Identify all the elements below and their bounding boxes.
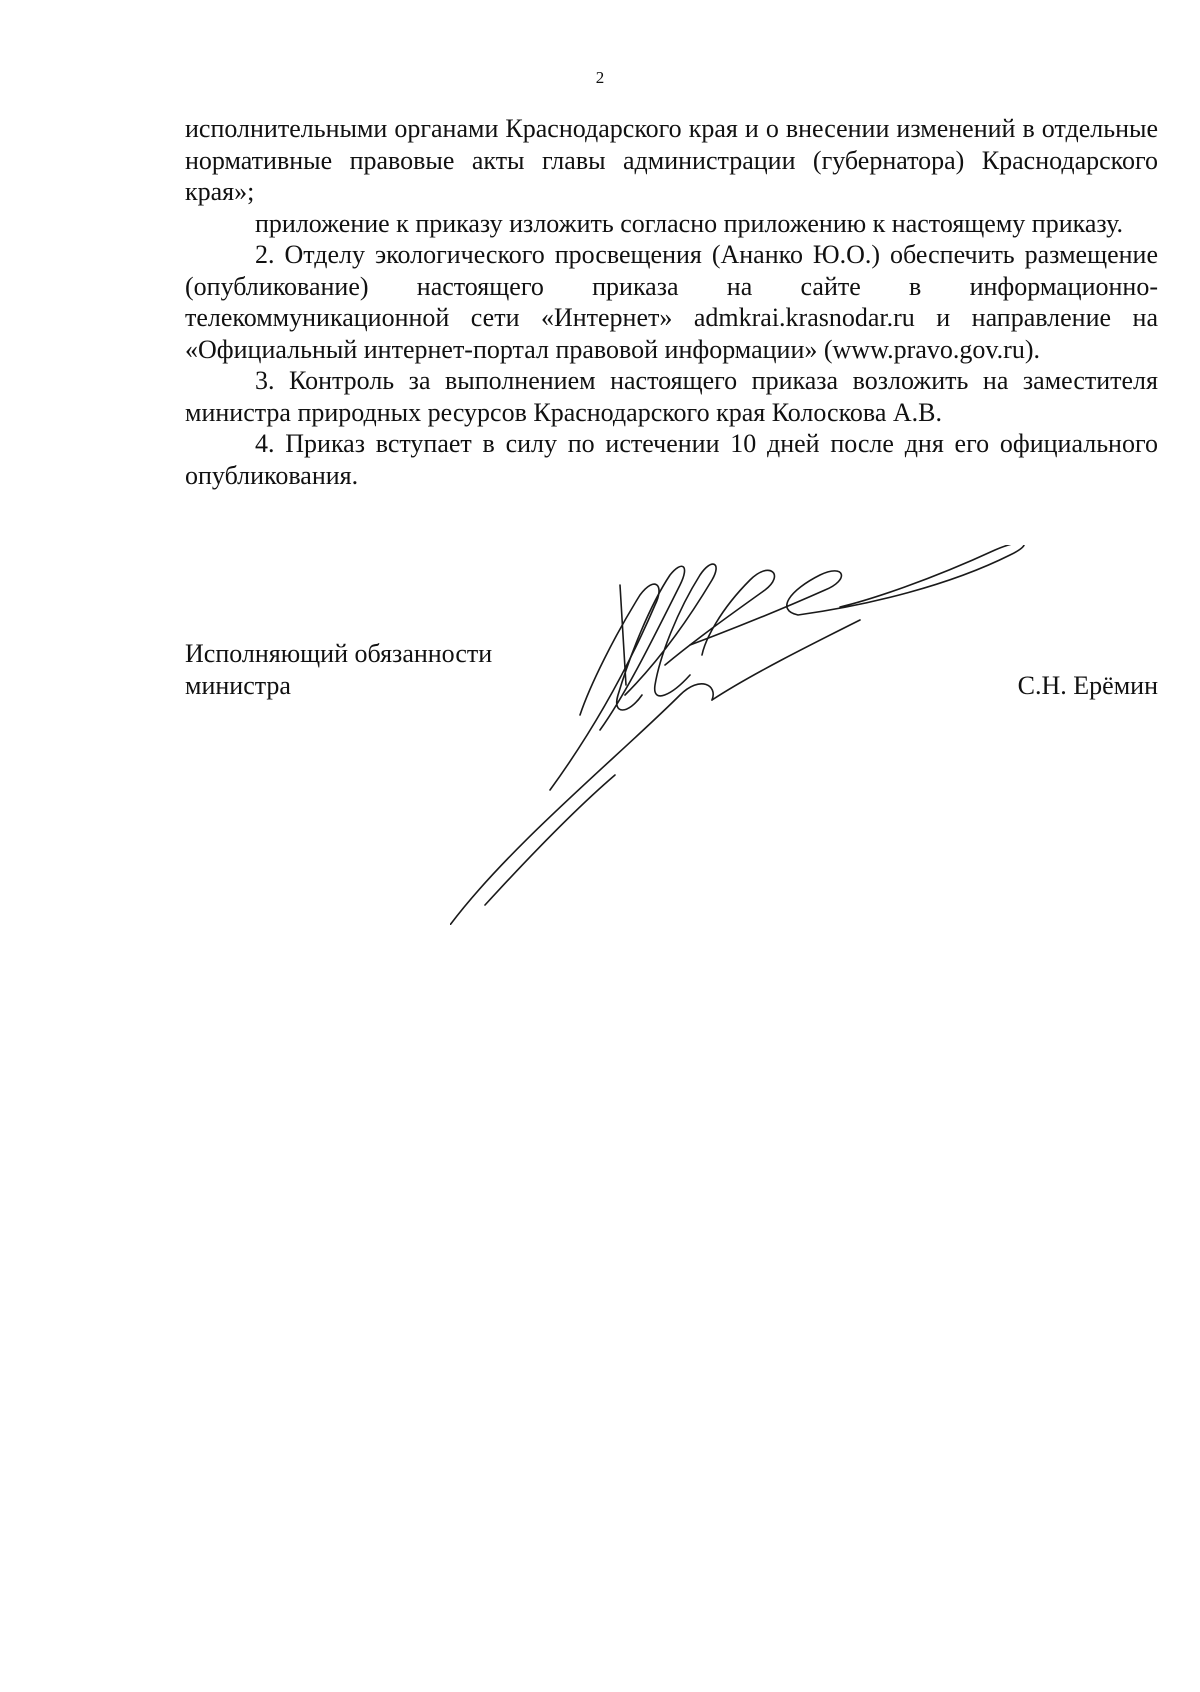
paragraph-item-2: 2. Отделу экологического просвещения (Ананко Ю.О.) обеспечить размещение (опубликование) настоящего приказа на сайте в информационно-телекоммуникационной сети «Интернет» admkrai.krasnodar.ru и направление на «Официальный интернет-портал правовой информации» (www.pravo.gov.ru). bbox=[185, 240, 1158, 364]
paragraph-appendix: приложение к приказу изложить согласно приложению к настоящему приказу. bbox=[255, 208, 1124, 238]
document-body bbox=[185, 113, 1158, 491]
paragraph-item-4: 4. Приказ вступает в силу по истечении 10 дней после дня его официального опубликования. bbox=[185, 429, 1158, 490]
paragraph-item-3: 3. Контроль за выполнением настоящего приказа возложить на заместителя министра природных ресурсов Краснодарского края Колоскова А.В. bbox=[185, 366, 1158, 427]
signatory-position-line2: министра bbox=[185, 671, 291, 700]
paragraph-continuation: исполнительными органами Краснодарского края и о внесении изменений в отдельные нормативные правовые акты главы администрации (губернатора) Краснодарского края»; bbox=[185, 114, 1158, 206]
signatory-position bbox=[185, 638, 492, 702]
handwritten-signature bbox=[450, 545, 1090, 925]
signer-name: С.Н. Ерёмин bbox=[1017, 671, 1158, 700]
page-number: 2 bbox=[595, 68, 605, 87]
signatory-position-line1: Исполняющий обязанности bbox=[185, 639, 493, 668]
